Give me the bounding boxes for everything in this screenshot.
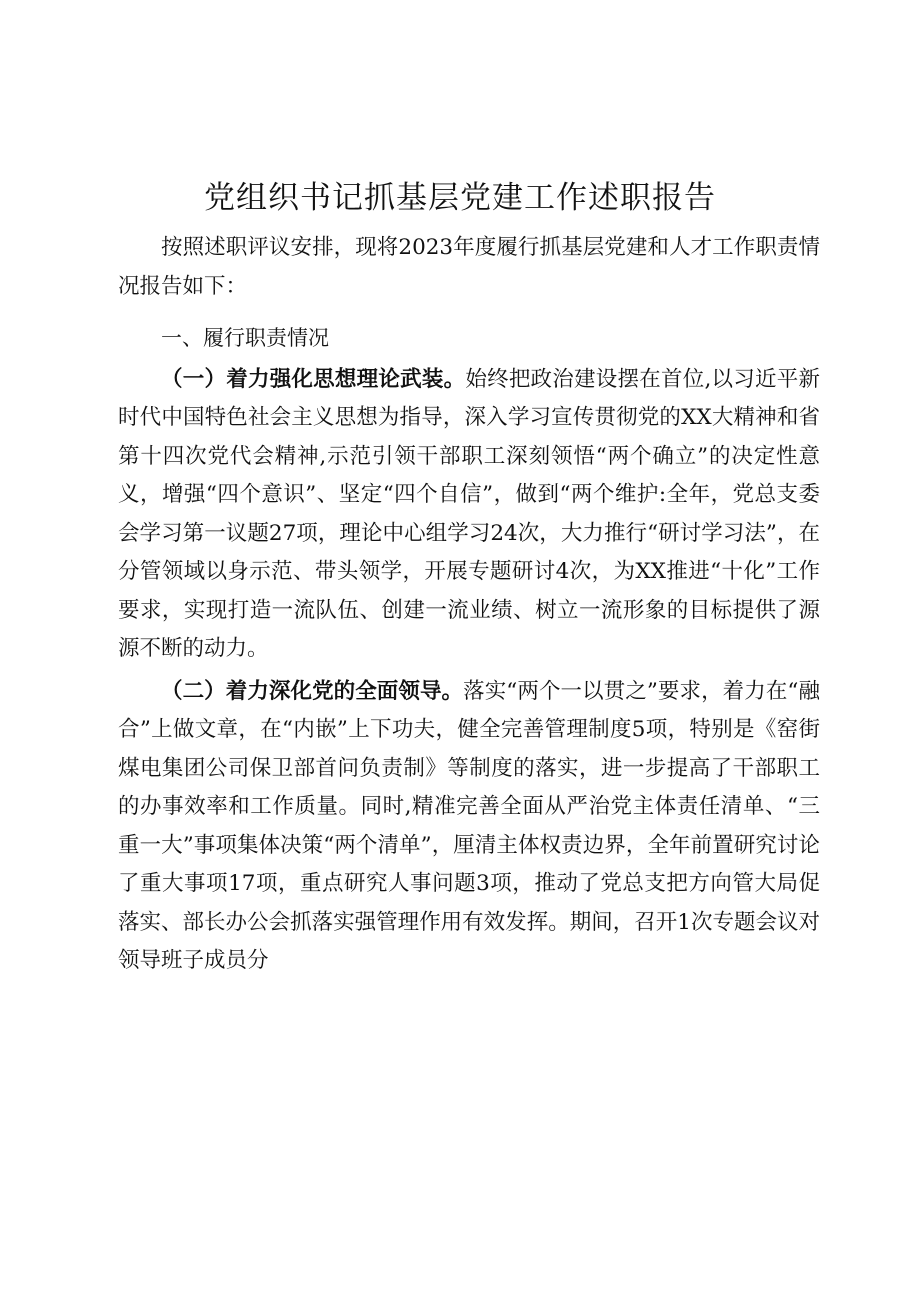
document-body: [118, 229, 820, 981]
section-heading: 一、履行职责情况: [161, 326, 329, 350]
subsection-paragraph-2: [118, 673, 820, 981]
subsection-lead-1: （一）着力强化思想理论武装。: [161, 366, 466, 392]
subsection-text-1: 始终把政治建设摆在首位,以习近平新时代中国特色社会主义思想为指导，深入学习宣传贯彻党的XX大精神和省第十四次党代会精神,示范引领干部职工深刻领悟“两个确立”的决定性意义，增强“四个意识”、坚定“四个自信”，做到“两个维护:全年，党总支委会学习第一议题27项，理论中心组学习24次，大力推行“研讨学习法”，在分管领域以身示范、带头领学，开展专题研讨4次，为XX推进“十化”工作要求，实现打造一流队伍、创建一流业绩、树立一流形象的目标提供了源源不断的动力。: [118, 366, 820, 661]
subsection-lead-2: （二）着力深化党的全面领导。: [161, 678, 464, 704]
intro-paragraph: 按照述职评议安排，现将2023年度履行抓基层党建和人才工作职责情况报告如下：: [118, 235, 820, 299]
subsection-text-2: 落实“两个一以贯之”要求，着力在“融合”上做文章，在“内嵌”上下功夫，健全完善管理制度5项，特别是《窑街煤电集团公司保卫部首问负责制》等制度的落实，进一步提高了干部职工的办事效率和工作质量。同时,精准完善全面从严治党主体责任清单、“三重一大”事项集体决策“两个清单”，厘清主体权责边界，全年前置研究讨论了重大事项17项，重点研究人事问题3项，推动了党总支把方向管大局促落实、部长办公会抓落实强管理作用有效发挥。期间，召开1次专题会议对领导班子成员分: [118, 678, 820, 973]
subsection-paragraph-1: [118, 361, 820, 669]
page-title: 党组织书记抓基层党建工作述职报告: [204, 180, 716, 216]
